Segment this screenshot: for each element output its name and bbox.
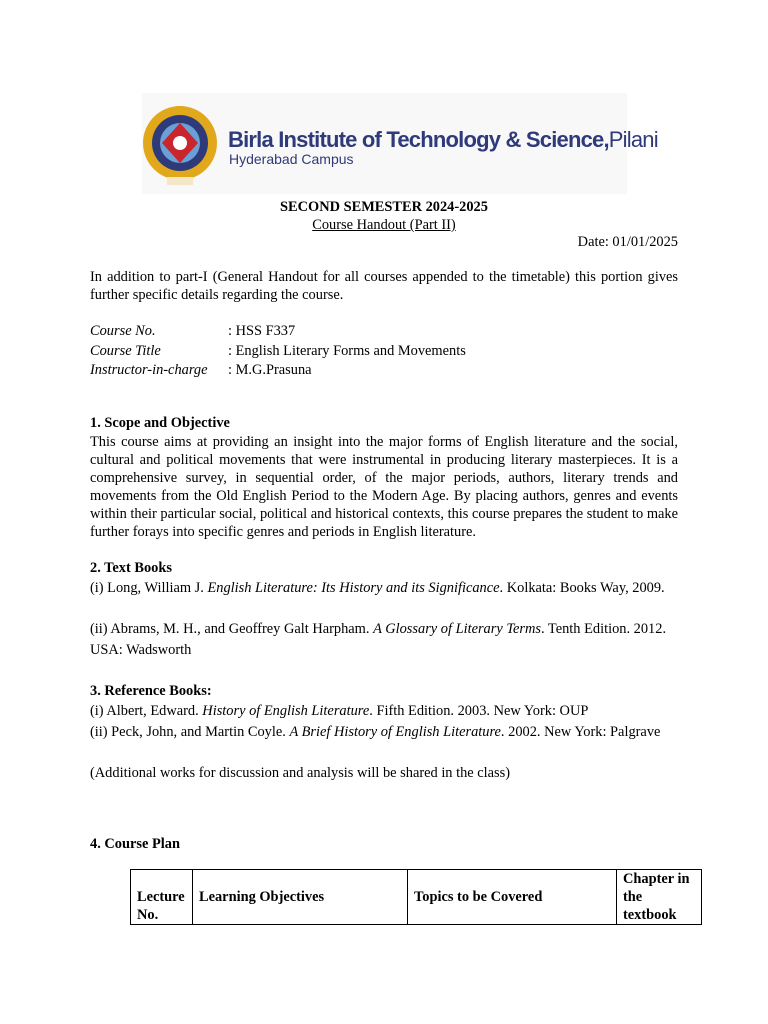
- course-plan-heading: 4. Course Plan: [90, 836, 180, 852]
- column-header-topics: Topics to be Covered: [408, 870, 617, 925]
- course-no-value: : HSS F337: [228, 323, 296, 339]
- column-header-lecture: Lecture No.: [131, 870, 193, 925]
- instructor-label: Instructor-in-charge: [90, 362, 208, 378]
- course-title-label: Course Title: [90, 343, 161, 359]
- reference-books-heading: 3. Reference Books:: [90, 683, 212, 699]
- instructor-value: : M.G.Prasuna: [228, 362, 312, 378]
- handout-date: Date: 01/01/2025: [577, 234, 678, 250]
- reference-book-item: (i) Albert, Edward. History of English Literature. Fifth Edition. 2003. New York: OUP: [90, 703, 589, 719]
- table-header-row: [131, 870, 702, 925]
- institute-logo: [142, 93, 658, 194]
- text-books-heading: 2. Text Books: [90, 560, 172, 576]
- course-no-label: Course No.: [90, 323, 156, 339]
- scope-heading: 1. Scope and Objective: [90, 415, 230, 431]
- institute-name: Birla Institute of Technology & Science,Pilani: [228, 127, 658, 152]
- scope-paragraph: This course aims at providing an insight into the major forms of English literature and the social, cultural and political movements that were instrumental in producing literary masterpieces. It is a comprehensive survey, in sequential order, of the major periods, authors, literary trends and movements from the Old English Period to the Modern Age. By placing authors, genres and events within their particular social, political and historical contexts, this course prepares the student to make further forays into specific genres and periods in English literature.: [90, 434, 678, 540]
- bits-emblem-icon: [142, 97, 218, 191]
- campus-name: Hyderabad Campus: [229, 151, 354, 167]
- reference-book-item: (ii) Peck, John, and Martin Coyle. A Brief History of English Literature. 2002. New York: Palgrave: [90, 724, 661, 740]
- text-book-item: (i) Long, William J. English Literature: Its History and its Significance. Kolkata: Books Way, 2009.: [90, 580, 665, 596]
- intro-paragraph: In addition to part-I (General Handout for all courses appended to the timetable) this portion gives further specific details regarding the course.: [90, 269, 678, 303]
- handout-title: Course Handout (Part II): [312, 217, 456, 233]
- semester-title: SECOND SEMESTER 2024-2025: [280, 199, 488, 215]
- reference-note: (Additional works for discussion and analysis will be shared in the class): [90, 765, 511, 781]
- text-book-item: (ii) Abrams, M. H., and Geoffrey Galt Harpham. A Glossary of Literary Terms. Tenth Edition. 2012. USA: Wadsworth: [90, 621, 667, 658]
- column-header-objectives: Learning Objectives: [193, 870, 408, 925]
- course-plan-table: [130, 869, 702, 925]
- column-header-chapter: Chapter in the textbook: [617, 870, 702, 925]
- course-title-value: : English Literary Forms and Movements: [228, 343, 466, 359]
- institute-city: Pilani: [608, 127, 658, 152]
